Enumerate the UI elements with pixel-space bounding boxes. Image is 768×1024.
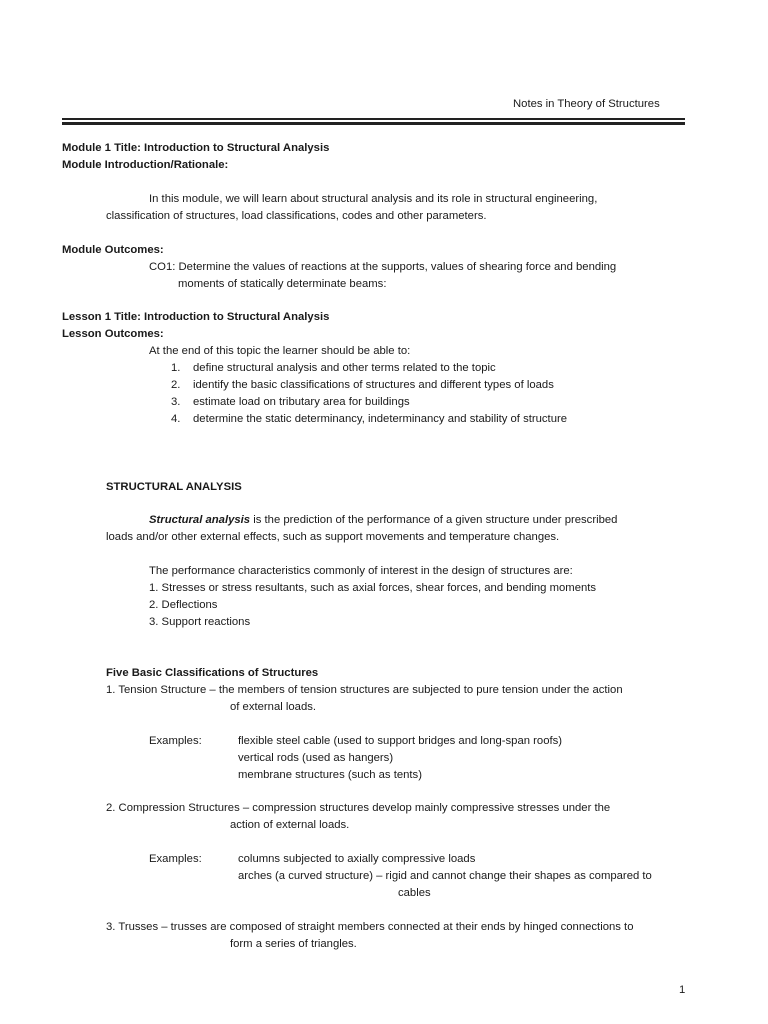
list-item: 3. estimate load on tributary area for buildings <box>171 396 410 408</box>
tension-example: flexible steel cable (used to support bridges and long-span roofs) <box>238 735 563 747</box>
header-rule-top <box>62 118 685 120</box>
module-intro-line-2: classification of structures, load classifications, codes and other parameters. <box>106 210 487 222</box>
definition-line-1: Structural analysis is the prediction of the performance of a given structure under prescribed <box>149 514 618 526</box>
co1-line-2: moments of statically determinate beams: <box>178 278 387 290</box>
tension-line-1: 1. Tension Structure – the members of tension structures are subjected to pure tension under the action <box>106 684 623 696</box>
performance-item: 1. Stresses or stress resultants, such as axial forces, shear forces, and bending moments <box>149 582 597 594</box>
tension-line-2: of external loads. <box>230 701 317 713</box>
page-number: 1 <box>679 984 686 996</box>
module-title: Module 1 Title: Introduction to Structural Analysis <box>62 142 330 154</box>
trusses-line-2: form a series of triangles. <box>230 938 357 950</box>
lesson-outcomes-intro: At the end of this topic the learner should be able to: <box>149 345 411 357</box>
tension-example: vertical rods (used as hangers) <box>238 752 394 764</box>
lesson-title: Lesson 1 Title: Introduction to Structural Analysis <box>62 311 330 323</box>
module-intro-heading: Module Introduction/Rationale: <box>62 159 229 171</box>
tension-examples-label: Examples: <box>149 735 202 747</box>
list-item: 2. identify the basic classifications of structures and different types of loads <box>171 379 554 391</box>
module-outcomes-heading: Module Outcomes: <box>62 244 164 256</box>
definition-term: Structural analysis <box>149 514 251 526</box>
compression-examples-label: Examples: <box>149 853 202 865</box>
tension-example: membrane structures (such as tents) <box>238 769 422 781</box>
compression-line-1: 2. Compression Structures – compression structures develop mainly compressive stresses under the <box>106 802 611 814</box>
performance-item: 3. Support reactions <box>149 616 251 628</box>
lesson-outcomes-heading: Lesson Outcomes: <box>62 328 164 340</box>
compression-example: columns subjected to axially compressive loads <box>238 853 476 865</box>
header-rule-bottom <box>62 122 685 125</box>
compression-example-continued: cables <box>398 887 431 899</box>
trusses-line-1: 3. Trusses – trusses are composed of straight members connected at their ends by hinged connections to <box>106 921 634 933</box>
section-heading-classifications: Five Basic Classifications of Structures <box>106 667 319 679</box>
compression-line-2: action of external loads. <box>230 819 350 831</box>
definition-line-2: loads and/or other external effects, such as support movements and temperature changes. <box>106 531 560 543</box>
module-intro-line-1: In this module, we will learn about structural analysis and its role in structural engineering, <box>149 193 598 205</box>
list-item: 1. define structural analysis and other terms related to the topic <box>171 362 496 374</box>
section-heading-structural-analysis: STRUCTURAL ANALYSIS <box>106 481 242 493</box>
performance-item: 2. Deflections <box>149 599 218 611</box>
co1-line-1: CO1: Determine the values of reactions at the supports, values of shearing force and bending <box>149 261 617 273</box>
compression-example: arches (a curved structure) – rigid and cannot change their shapes as compared to <box>238 870 652 882</box>
list-item: 4. determine the static determinancy, indeterminancy and stability of structure <box>171 413 568 425</box>
running-header: Notes in Theory of Structures <box>513 98 660 110</box>
performance-intro: The performance characteristics commonly of interest in the design of structures are: <box>149 565 573 577</box>
